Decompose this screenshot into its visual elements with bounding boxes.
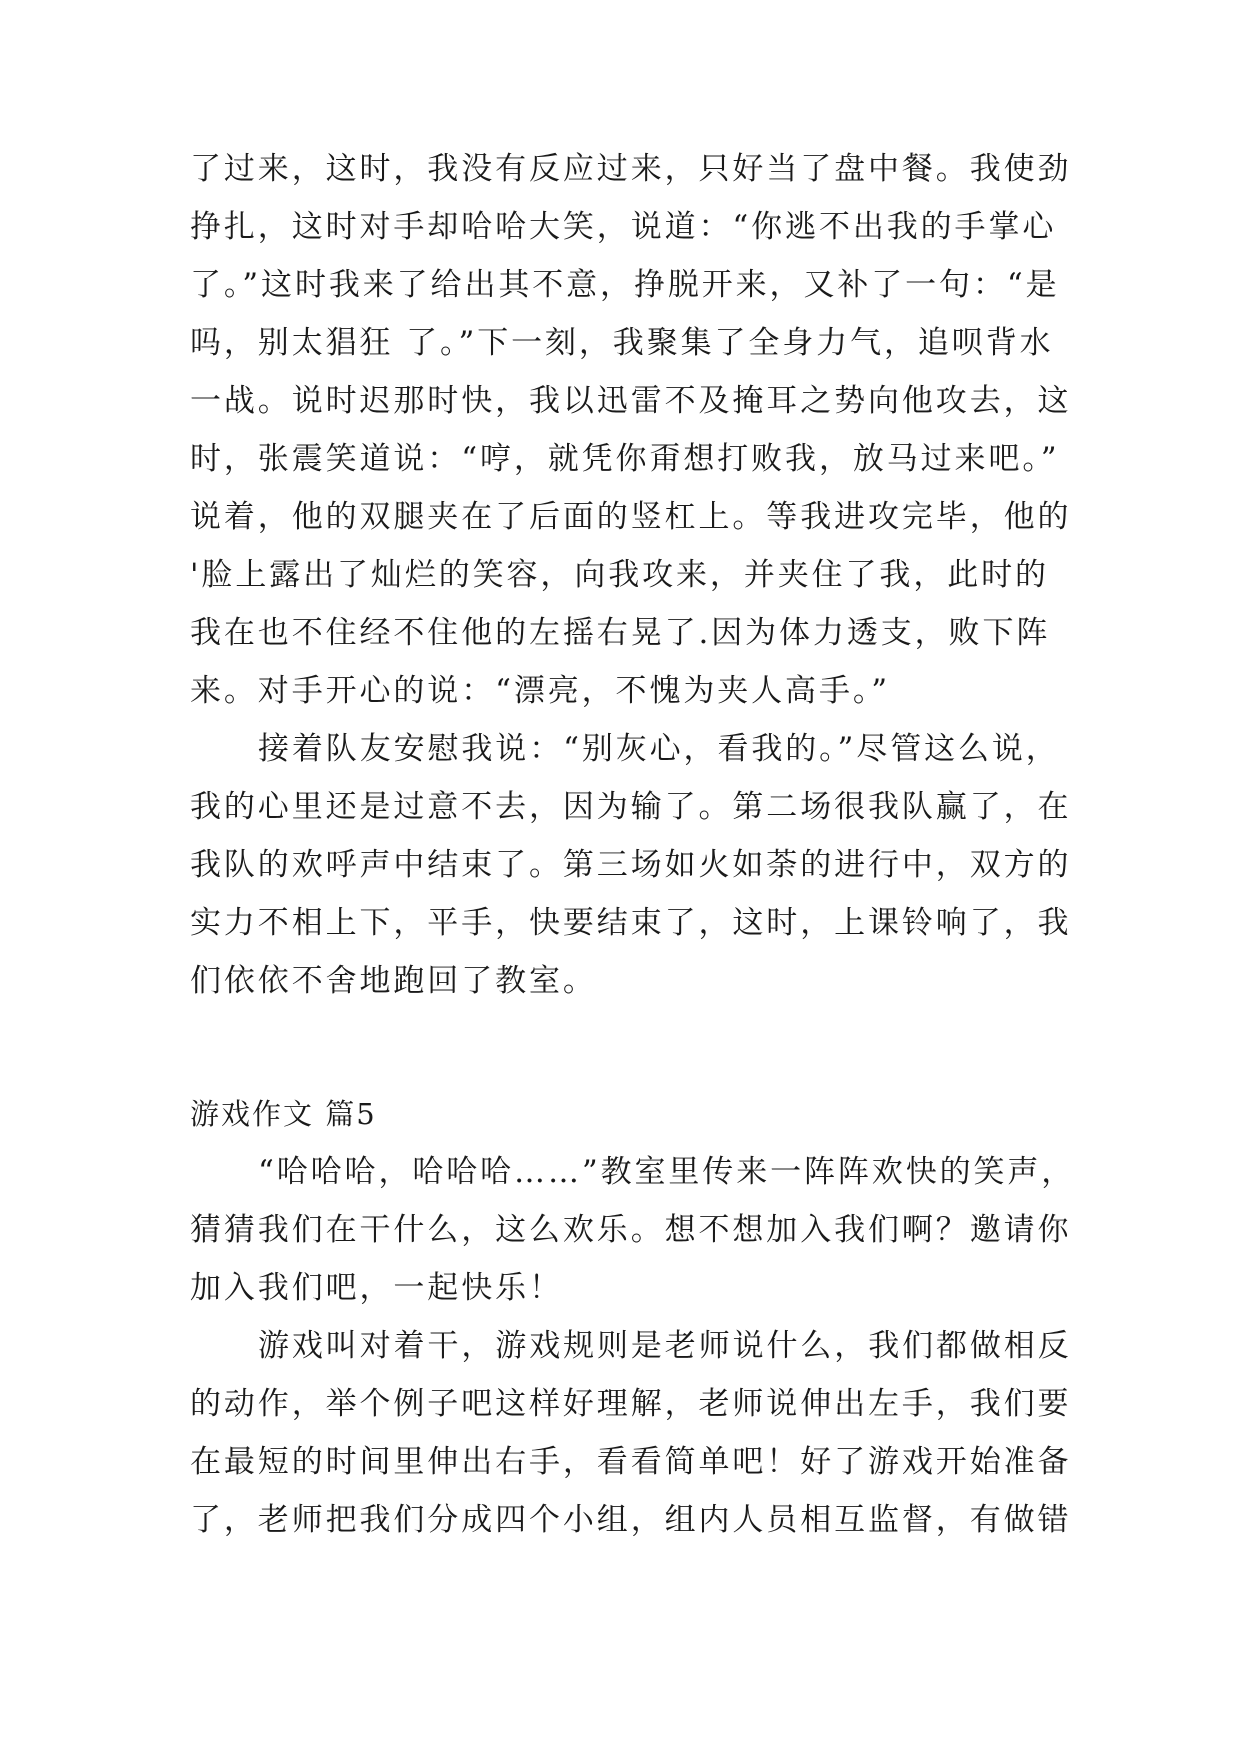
text-line: 挣扎，这时对手却哈哈大笑，说道：“你逃不出我的手掌心 [190,209,1057,245]
text-line: “哈哈哈，哈哈哈……”教室里传来一阵阵欢快的笑声， [258,1154,1076,1190]
text-line: 的动作，举个例子吧这样好理解，老师说伸出左手，我们要 [190,1386,1072,1422]
text-line: 接着队友安慰我说：“别灰心，看我的。”尽管这么说， [258,731,1060,767]
text-line: 在最短的时间里伸出右手，看看简单吧！好了游戏开始准备 [190,1444,1072,1480]
text-line: 猜猜我们在干什么，这么欢乐。想不想加入我们啊？邀请你 [190,1212,1072,1248]
text-line: 们依依不舍地跑回了教室。 [190,963,597,999]
text-line: 了过来，这时，我没有反应过来，只好当了盘中餐。我使劲 [190,151,1072,187]
text-line: 一战。说时迟那时快，我以迅雷不及掩耳之势向他攻去，这 [190,383,1072,419]
text-line: 了，老师把我们分成四个小组，组内人员相互监督，有做错 [190,1502,1072,1538]
text-line: 我在也不住经不住他的左摇右晃了.因为体力透支，败下阵 [190,615,1051,651]
text-line: 我的心里还是过意不去，因为输了。第二场很我队赢了，在 [190,789,1072,825]
text-line: 来。对手开心的说：“漂亮，不愧为夹人高手。” [190,673,890,709]
paragraph-3 [190,1143,1076,1317]
text-line: 时，张震笑道说：“哼，就凭你甭想打败我，放马过来吧。” [190,441,1060,477]
text-line: 吗，别太猖狂 了。”下一刻，我聚集了全身力气，追呗背水 [190,325,1054,361]
paragraph-1 [190,140,1070,720]
paragraph-4 [190,1317,1070,1549]
text-line: 说着，他的双腿夹在了后面的竖杠上。等我进攻完毕，他的 [190,499,1072,535]
text-line: 游戏叫对着干，游戏规则是老师说什么，我们都做相反 [258,1328,1072,1364]
text-line: 加入我们吧，一起快乐！ [190,1270,563,1306]
text-line: 了。”这时我来了给出其不意，挣脱开来，又补了一句：“是 [190,267,1060,303]
text-line: 实力不相上下，平手，快要结束了，这时，上课铃响了，我 [190,905,1072,941]
section-heading: 游戏作文 篇5 [190,1097,377,1131]
text-line: 我队的欢呼声中结束了。第三场如火如荼的进行中，双方的 [190,847,1072,883]
paragraph-2 [190,720,1070,1010]
text-line: '脸上露出了灿烂的笑容，向我攻来，并夹住了我，此时的 [190,557,1049,593]
